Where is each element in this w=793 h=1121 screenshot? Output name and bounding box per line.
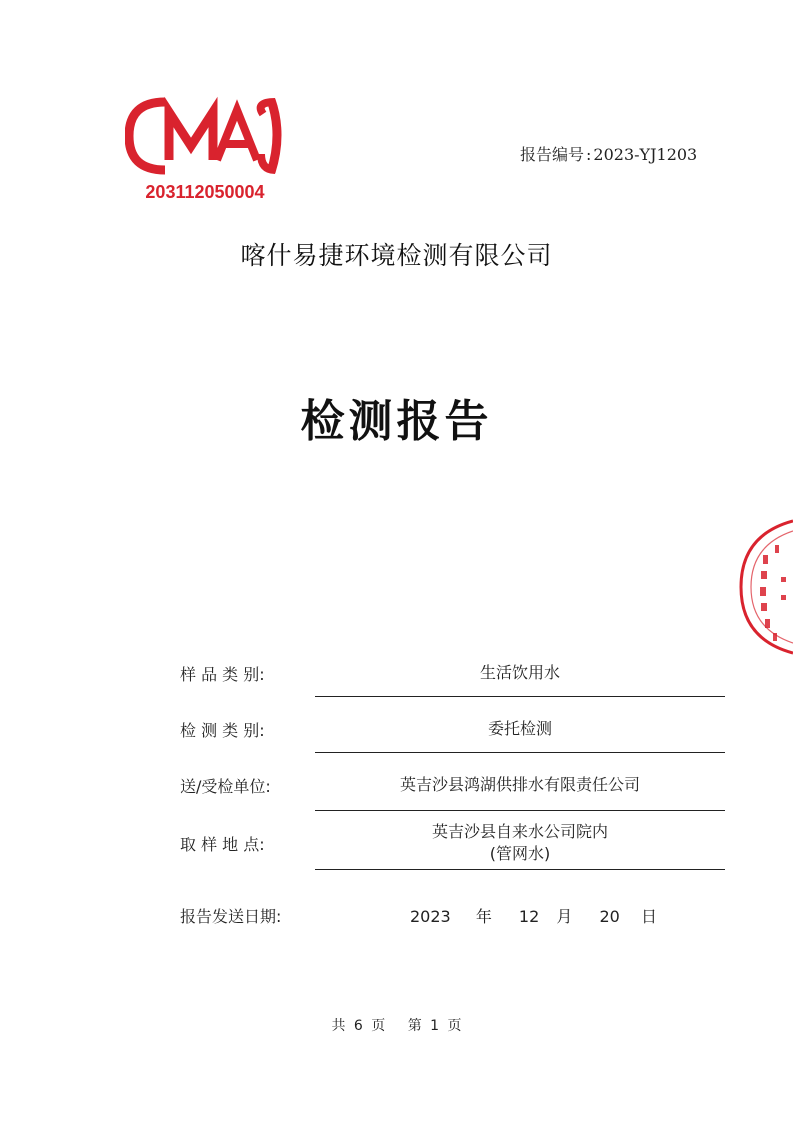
page-total-prefix: 共 bbox=[331, 1018, 346, 1034]
ma-certification-stamp bbox=[125, 94, 285, 209]
page-current: 1 bbox=[430, 1018, 440, 1034]
official-seal-partial bbox=[735, 515, 793, 660]
field-underline bbox=[315, 810, 725, 811]
page-total-suffix: 页 bbox=[371, 1018, 386, 1034]
issue-date-year-unit: 年 bbox=[475, 907, 492, 926]
issue-date-day: 20 bbox=[599, 907, 620, 926]
field-value-client: 英吉沙县鸿湖供排水有限责任公司 bbox=[399, 775, 640, 794]
page-current-suffix: 页 bbox=[447, 1018, 462, 1034]
field-label-client: 送/受检单位: bbox=[180, 777, 271, 796]
report-number bbox=[520, 142, 740, 165]
field-label-issue-date: 报告发送日期: bbox=[180, 907, 282, 926]
report-number-value: 2023-YJ1203 bbox=[593, 145, 698, 164]
field-value-test-type: 委托检测 bbox=[487, 719, 552, 738]
field-value-sample-type: 生活饮用水 bbox=[479, 663, 560, 682]
page-current-prefix: 第 bbox=[407, 1018, 422, 1034]
issue-date-month-unit: 月 bbox=[556, 907, 573, 926]
ma-stamp-number: 203112050004 bbox=[145, 182, 265, 202]
ma-stamp-graphic bbox=[125, 94, 285, 184]
issue-date-year: 2023 bbox=[410, 907, 451, 926]
issue-date-day-unit: 日 bbox=[640, 907, 657, 926]
field-label-test-type: 检 测 类 别: bbox=[180, 721, 265, 740]
field-value-sampling-location bbox=[315, 821, 725, 865]
issue-date-month: 12 bbox=[518, 907, 540, 926]
sampling-location-line1: 英吉沙县自来水公司院内 bbox=[431, 822, 608, 841]
issue-date-value bbox=[410, 904, 657, 927]
field-underline bbox=[315, 696, 725, 697]
company-name: 喀什易捷环境检测有限公司 bbox=[240, 241, 553, 270]
field-underline bbox=[315, 752, 725, 753]
report-number-label: 报告编号 bbox=[520, 145, 585, 164]
sampling-location-line2: (管网水) bbox=[489, 844, 551, 863]
report-title: 检测报告 bbox=[300, 396, 493, 447]
field-underline bbox=[315, 869, 725, 870]
field-label-sample-type: 样 品 类 别: bbox=[180, 665, 265, 684]
report-number-colon: : bbox=[586, 145, 592, 164]
field-label-sampling-location: 取 样 地 点: bbox=[180, 835, 265, 854]
page-counter bbox=[0, 1015, 793, 1035]
page-total: 6 bbox=[353, 1018, 363, 1034]
